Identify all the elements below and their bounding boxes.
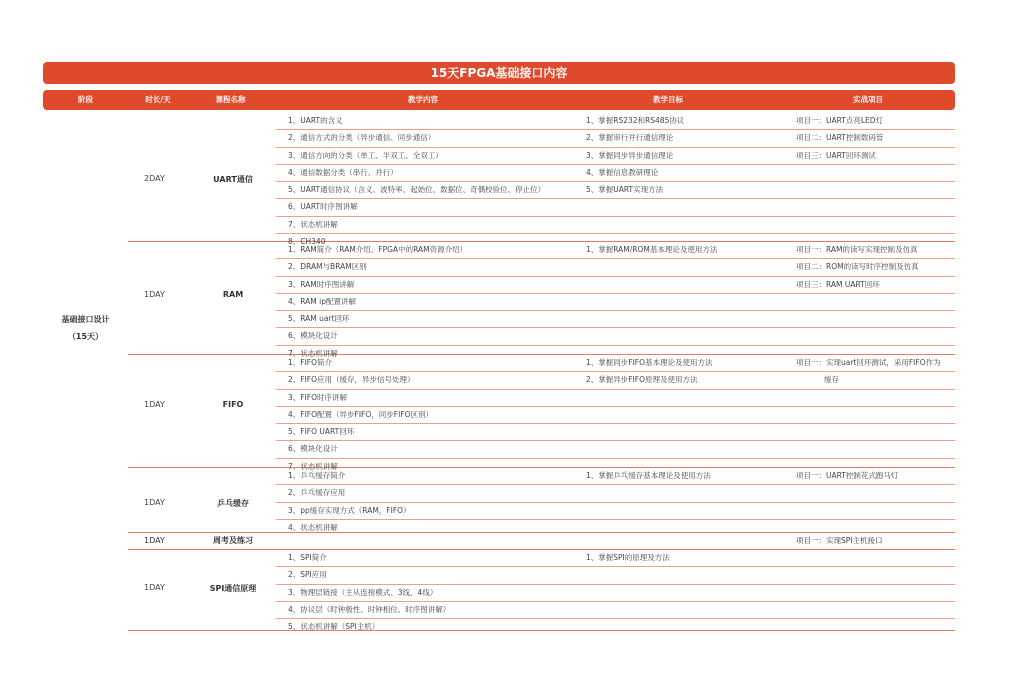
- table-row: [276, 355, 955, 372]
- table-row: [276, 441, 955, 458]
- stage-days: （15天）: [67, 332, 104, 341]
- course-name: 乒乓缓存: [217, 499, 249, 508]
- content-cell: 5、UART通信协议（含义、波特率、起始位、数据位、奇偶校验位、停止位）: [288, 185, 546, 194]
- content-cell: 2、通信方式的分类（异步通信、同步通信）: [288, 133, 436, 143]
- table-row: [276, 619, 955, 635]
- table-row: [276, 468, 955, 485]
- section-uart: [128, 113, 955, 246]
- table-row: [276, 311, 955, 328]
- content-cell: 6、UART时序图讲解: [288, 202, 358, 212]
- table-title: 15天FPGA基础接口内容: [43, 62, 955, 84]
- course-name: UART通信: [213, 175, 253, 184]
- header-duration: 时长/天: [145, 95, 171, 104]
- content-cell: 7、状态机讲解: [288, 461, 338, 471]
- table-row: [276, 277, 955, 294]
- goal-cell: 2、掌握串行并行通信理论: [586, 133, 674, 143]
- table-row: [276, 182, 955, 199]
- table-row: [276, 424, 955, 441]
- content-cell: 1、UART的含义: [288, 116, 343, 125]
- project-cell: 项目三：UART回环测试: [796, 150, 876, 160]
- content-cell: 5、状态机讲解（SPI主机）: [288, 622, 380, 631]
- stage-cell: [43, 314, 128, 342]
- content-rows: [276, 355, 955, 475]
- header-stage: 阶段: [78, 95, 93, 104]
- table-row: [276, 550, 955, 567]
- section-spi: [128, 550, 955, 631]
- goal-cell: 4、掌握信息教研理论: [586, 167, 659, 177]
- project-cell: 项目一：UART控制花式跑马灯: [796, 471, 899, 480]
- content-rows: [276, 550, 955, 635]
- project-cell: 项目二：ROM的读写时序控制及仿真: [796, 262, 919, 272]
- project-cell: 项目一：RAM的读写实现控制及仿真: [796, 245, 918, 254]
- content-cell: 1、乒乓缓存简介: [288, 471, 346, 480]
- content-cell: 4、RAM ip配置讲解: [288, 296, 357, 306]
- content-rows: [276, 113, 955, 250]
- content-cell: 2、FIFO应用（缓存，异步信号处理）: [288, 375, 415, 385]
- course-name: FIFO: [222, 400, 244, 409]
- content-cell: 2、乒乓缓存应用: [288, 488, 346, 498]
- content-cell: 3、物理层链接（主从连接模式、3线、4线）: [288, 587, 438, 597]
- header-content: 教学内容: [408, 95, 438, 104]
- project-cell: 项目一：实现uart回环测试，采用FIFO作为: [796, 358, 941, 367]
- content-cell: 7、状态机讲解: [288, 348, 338, 358]
- project-cell: 项目一：实现SPI主机接口: [796, 536, 883, 545]
- content-cell: 2、SPI应用: [288, 570, 327, 580]
- content-cell: 3、RAM时序图讲解: [288, 279, 355, 289]
- table-row: [276, 372, 955, 389]
- goal-cell: 2、掌握异步FIFO原理及使用方法: [586, 375, 698, 385]
- content-cell: 6、模块化设计: [288, 444, 338, 454]
- project-cell: 项目三：RAM UART回环: [796, 279, 880, 289]
- content-rows: [276, 242, 955, 362]
- project-cell: 项目一：UART点亮LED灯: [796, 116, 884, 125]
- content-cell: 2、DRAM与BRAM区别: [288, 262, 367, 272]
- table-row: [276, 567, 955, 584]
- goal-cell: 3、掌握同步异步通信理论: [586, 150, 674, 160]
- table-row: [276, 113, 955, 130]
- goal-cell: 1、掌握RAM/ROM基本理论及使用方法: [586, 245, 718, 254]
- goal-cell: 1、掌握RS232和RS485协议: [586, 116, 685, 125]
- course-name: 周考及练习: [213, 536, 253, 545]
- table-row: [276, 407, 955, 424]
- table-row: [276, 328, 955, 345]
- goal-cell: 5、掌握UART实现方法: [586, 185, 664, 194]
- course-name: SPI通信原理: [209, 584, 257, 593]
- section-exam: [128, 533, 955, 550]
- project-cell: 缓存: [824, 375, 839, 385]
- content-cell: 3、FIFO时序讲解: [288, 392, 348, 402]
- duration: 1DAY: [144, 498, 165, 507]
- content-cell: 4、通信数据分类（串行、并行）: [288, 167, 398, 177]
- goal-cell: 1、掌握同步FIFO基本理论及使用方法: [586, 358, 713, 367]
- duration: 1DAY: [144, 583, 165, 592]
- content-cell: 5、RAM uart回环: [288, 314, 350, 323]
- table-row: [276, 199, 955, 216]
- content-cell: 4、协议层（时钟极性、时钟相位、时序图讲解）: [288, 604, 451, 614]
- duration: 1DAY: [144, 400, 165, 409]
- table-row: [276, 259, 955, 276]
- content-cell: 5、FIFO UART回环: [288, 427, 355, 436]
- content-cell: 4、状态机讲解: [288, 522, 338, 532]
- header-goal: 教学目标: [653, 95, 683, 104]
- goal-cell: 1、掌握乒乓缓存基本理论及使用方法: [586, 471, 711, 480]
- stage-name: 基础接口设计: [61, 315, 110, 324]
- table-row: [276, 602, 955, 619]
- table-header: [43, 90, 955, 110]
- content-cell: 7、状态机讲解: [288, 219, 338, 229]
- content-cell: 1、SPI简介: [288, 553, 327, 562]
- table-row: [276, 294, 955, 311]
- content-cell: 4、FIFO配置（异步FIFO，同步FIFO区别）: [288, 409, 434, 419]
- content-cell: 3、通信方向的分类（单工、半双工、全双工）: [288, 150, 443, 160]
- table-row: [276, 390, 955, 407]
- duration: 2DAY: [144, 174, 165, 183]
- table-row: [276, 485, 955, 502]
- table-row: [276, 130, 955, 147]
- goal-cell: 1、掌握SPI的原理及方法: [586, 553, 670, 562]
- section-fifo: [128, 355, 955, 471]
- project-cell: 项目二：UART控制数码管: [796, 133, 884, 143]
- duration: 1DAY: [144, 536, 165, 545]
- course-name: RAM: [222, 290, 244, 299]
- content-cell: 1、RAM简介（RAM介绍、FPGA中的RAM资源介绍）: [288, 245, 468, 254]
- table-row: [276, 165, 955, 182]
- section-ram: [128, 242, 955, 358]
- duration: 1DAY: [144, 290, 165, 299]
- table-row: [276, 503, 955, 520]
- header-course: 课程名称: [215, 95, 246, 104]
- section-pingpong: [128, 468, 955, 533]
- content-cell: 1、FIFO简介: [288, 358, 333, 367]
- content-cell: 8、CH340: [288, 236, 326, 246]
- table-row: [276, 148, 955, 165]
- content-cell: 6、模块化设计: [288, 331, 338, 341]
- content-rows: [276, 468, 955, 536]
- content-cell: 3、pp缓存实现方式（RAM，FIFO）: [288, 505, 411, 515]
- header-project: 实战项目: [853, 95, 883, 104]
- table-row: [276, 242, 955, 259]
- table-row: [276, 585, 955, 602]
- table-row: [276, 217, 955, 234]
